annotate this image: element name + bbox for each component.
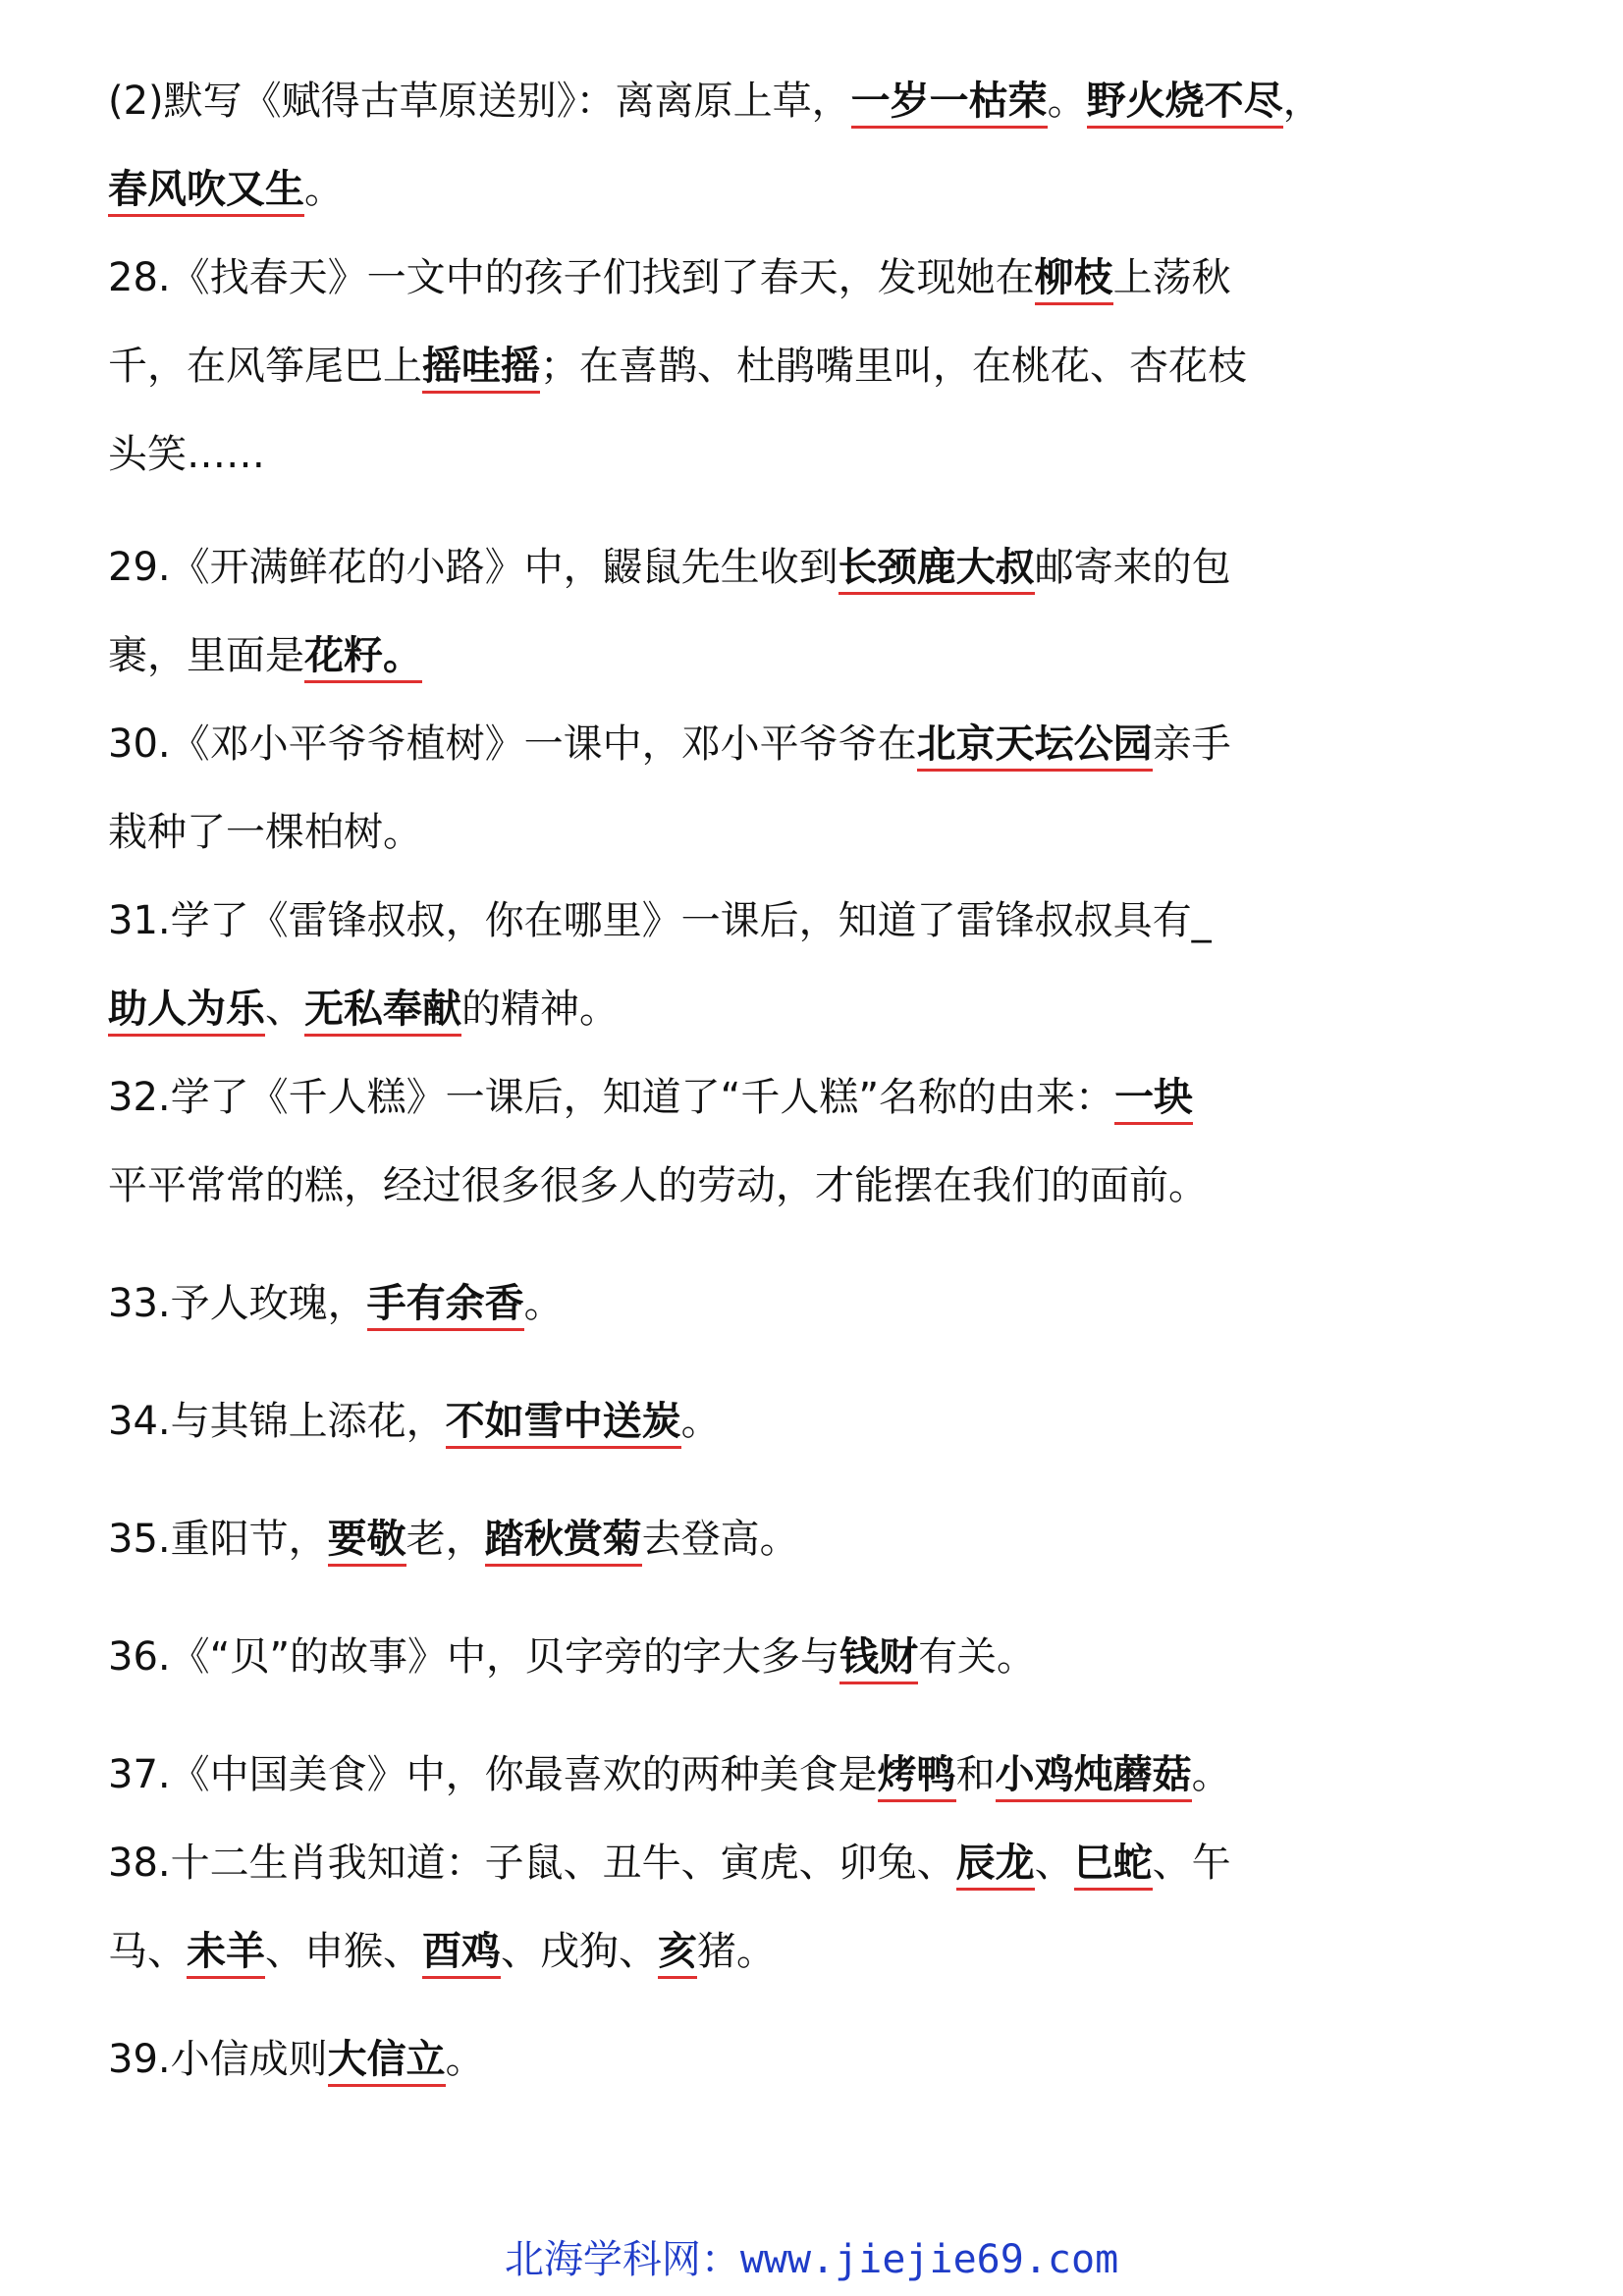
text-line — [108, 877, 1532, 965]
body-text: 猪。 — [697, 1929, 776, 1974]
answer-text: 踏秋赏菊 — [485, 1517, 642, 1567]
item-q27-2 — [108, 57, 1532, 234]
body-text: 裹，里面是 — [108, 633, 304, 678]
answer-text: 未羊 — [187, 1929, 265, 1979]
body-text: 。 — [523, 1281, 564, 1326]
item-q32 — [108, 1053, 1532, 1230]
answer-text: 要敬 — [328, 1517, 406, 1567]
text-line — [108, 1613, 1532, 1701]
answer-text: 野火烧不尽 — [1087, 79, 1283, 129]
answer-text: 助人为乐 — [108, 987, 265, 1037]
text-line — [108, 1495, 1532, 1583]
body-text: 39.小信成则 — [108, 2037, 328, 2082]
answer-text: 烤鸭 — [878, 1752, 956, 1802]
answer-text: 柳枝 — [1035, 255, 1113, 305]
body-text: 上荡秋 — [1112, 255, 1231, 300]
body-text: 千，在风筝尾巴上 — [108, 344, 422, 389]
body-text: 平平常常的糕，经过很多很多人的劳动，才能摆在我们的面前。 — [108, 1163, 1208, 1208]
answer-text: 长颈鹿大叔 — [839, 545, 1035, 595]
text-line — [108, 1259, 1532, 1348]
body-text: 和 — [955, 1752, 996, 1797]
item-q33 — [108, 1259, 1532, 1348]
item-q35 — [108, 1495, 1532, 1583]
answer-text: 不如雪中送炭 — [446, 1399, 681, 1449]
body-text: 34.与其锦上添花， — [108, 1399, 446, 1444]
body-text: 马、 — [108, 1929, 187, 1974]
item-q34 — [108, 1377, 1532, 1466]
answer-text: 小鸡炖蘑菇 — [996, 1752, 1192, 1802]
body-text: 。 — [1047, 79, 1087, 124]
text-line — [108, 965, 1532, 1053]
body-text: 。 — [680, 1399, 721, 1444]
item-q38 — [108, 1819, 1532, 1996]
answer-text: 辰龙 — [956, 1841, 1035, 1891]
answer-text: 亥 — [658, 1929, 697, 1979]
body-text: 、午 — [1152, 1841, 1231, 1886]
answer-text: 花籽。 — [304, 633, 422, 683]
body-text: 、 — [265, 987, 304, 1032]
text-line — [108, 322, 1532, 410]
body-text: 老， — [406, 1517, 485, 1562]
answer-text: 钱财 — [839, 1634, 918, 1684]
body-text: 32.学了《千人糕》一课后，知道了“千人糕”名称的由来： — [108, 1075, 1115, 1120]
item-q36 — [108, 1613, 1532, 1701]
text-line — [108, 1907, 1532, 1996]
text-line — [108, 57, 1532, 145]
body-text: 38.十二生肖我知道：子鼠、丑牛、寅虎、卯兔、 — [108, 1841, 956, 1886]
text-line — [108, 612, 1532, 700]
text-line — [108, 234, 1532, 322]
answer-text: 无私奉献 — [304, 987, 461, 1037]
body-text: 、 — [1034, 1841, 1074, 1886]
body-text: 。 — [1191, 1752, 1231, 1797]
body-text: 、戌狗、 — [501, 1929, 658, 1974]
text-line — [108, 145, 1532, 234]
body-text: 35.重阳节， — [108, 1517, 328, 1562]
text-line — [108, 2015, 1532, 2104]
text-line — [108, 1142, 1532, 1230]
body-text: 36.《“贝”的故事》中，贝字旁的字大多与 — [108, 1634, 840, 1680]
body-text: 的精神。 — [461, 987, 619, 1032]
answer-text: 手有余香 — [367, 1281, 524, 1331]
answer-text: 北京天坛公园 — [917, 721, 1153, 772]
body-text: 31.学了《雷锋叔叔，你在哪里》一课后，知道了雷锋叔叔具有_ — [108, 898, 1212, 943]
text-line — [108, 1819, 1532, 1907]
item-q30 — [108, 700, 1532, 877]
text-line — [108, 1731, 1532, 1819]
answer-text: 酉鸡 — [422, 1929, 501, 1979]
body-text: 有关。 — [918, 1634, 1037, 1680]
body-text: ；在喜鹊、杜鹃嘴里叫，在桃花、杏花枝 — [540, 344, 1247, 389]
body-text: 。 — [304, 167, 344, 212]
answer-text: 巳蛇 — [1074, 1841, 1153, 1891]
body-text: 亲手 — [1152, 721, 1231, 767]
footer-watermark — [0, 2228, 1623, 2284]
body-text: 栽种了一棵柏树。 — [108, 810, 422, 855]
body-text: 头笑…… — [108, 432, 265, 477]
body-text: 、申猴、 — [265, 1929, 422, 1974]
answer-text: 一块 — [1114, 1075, 1193, 1125]
answer-text: 大信立 — [328, 2037, 446, 2087]
text-line — [108, 700, 1532, 788]
text-line — [108, 1053, 1532, 1142]
body-text: 。 — [445, 2037, 485, 2082]
answer-text: 一岁一枯荣 — [851, 79, 1048, 129]
body-text: ， — [1282, 79, 1323, 124]
body-text: (2)默写《赋得古草原送别》：离离原上草， — [108, 79, 851, 124]
item-q28 — [108, 234, 1532, 499]
answer-text: 春风吹又生 — [108, 167, 304, 217]
item-q39 — [108, 2015, 1532, 2104]
body-text: 30.《邓小平爷爷植树》一课中，邓小平爷爷在 — [108, 721, 917, 767]
body-text: 29.《开满鲜花的小路》中，鼹鼠先生收到 — [108, 545, 839, 590]
body-text: 28.《找春天》一文中的孩子们找到了春天，发现她在 — [108, 255, 1035, 300]
body-text: 邮寄来的包 — [1034, 545, 1231, 590]
text-line — [108, 788, 1532, 877]
body-text: 33.予人玫瑰， — [108, 1281, 367, 1326]
text-line — [108, 410, 1532, 499]
footer-site-name: 北海学科网： — [504, 2237, 740, 2282]
item-q31 — [108, 877, 1532, 1053]
item-q29 — [108, 523, 1532, 700]
footer-url[interactable]: www.jiejie69.com — [739, 2237, 1119, 2282]
text-line — [108, 1377, 1532, 1466]
body-text: 去登高。 — [641, 1517, 799, 1562]
body-text: 37.《中国美食》中，你最喜欢的两种美食是 — [108, 1752, 878, 1797]
answer-text: 摇哇摇 — [422, 344, 540, 394]
text-line — [108, 523, 1532, 612]
item-q37 — [108, 1731, 1532, 1819]
